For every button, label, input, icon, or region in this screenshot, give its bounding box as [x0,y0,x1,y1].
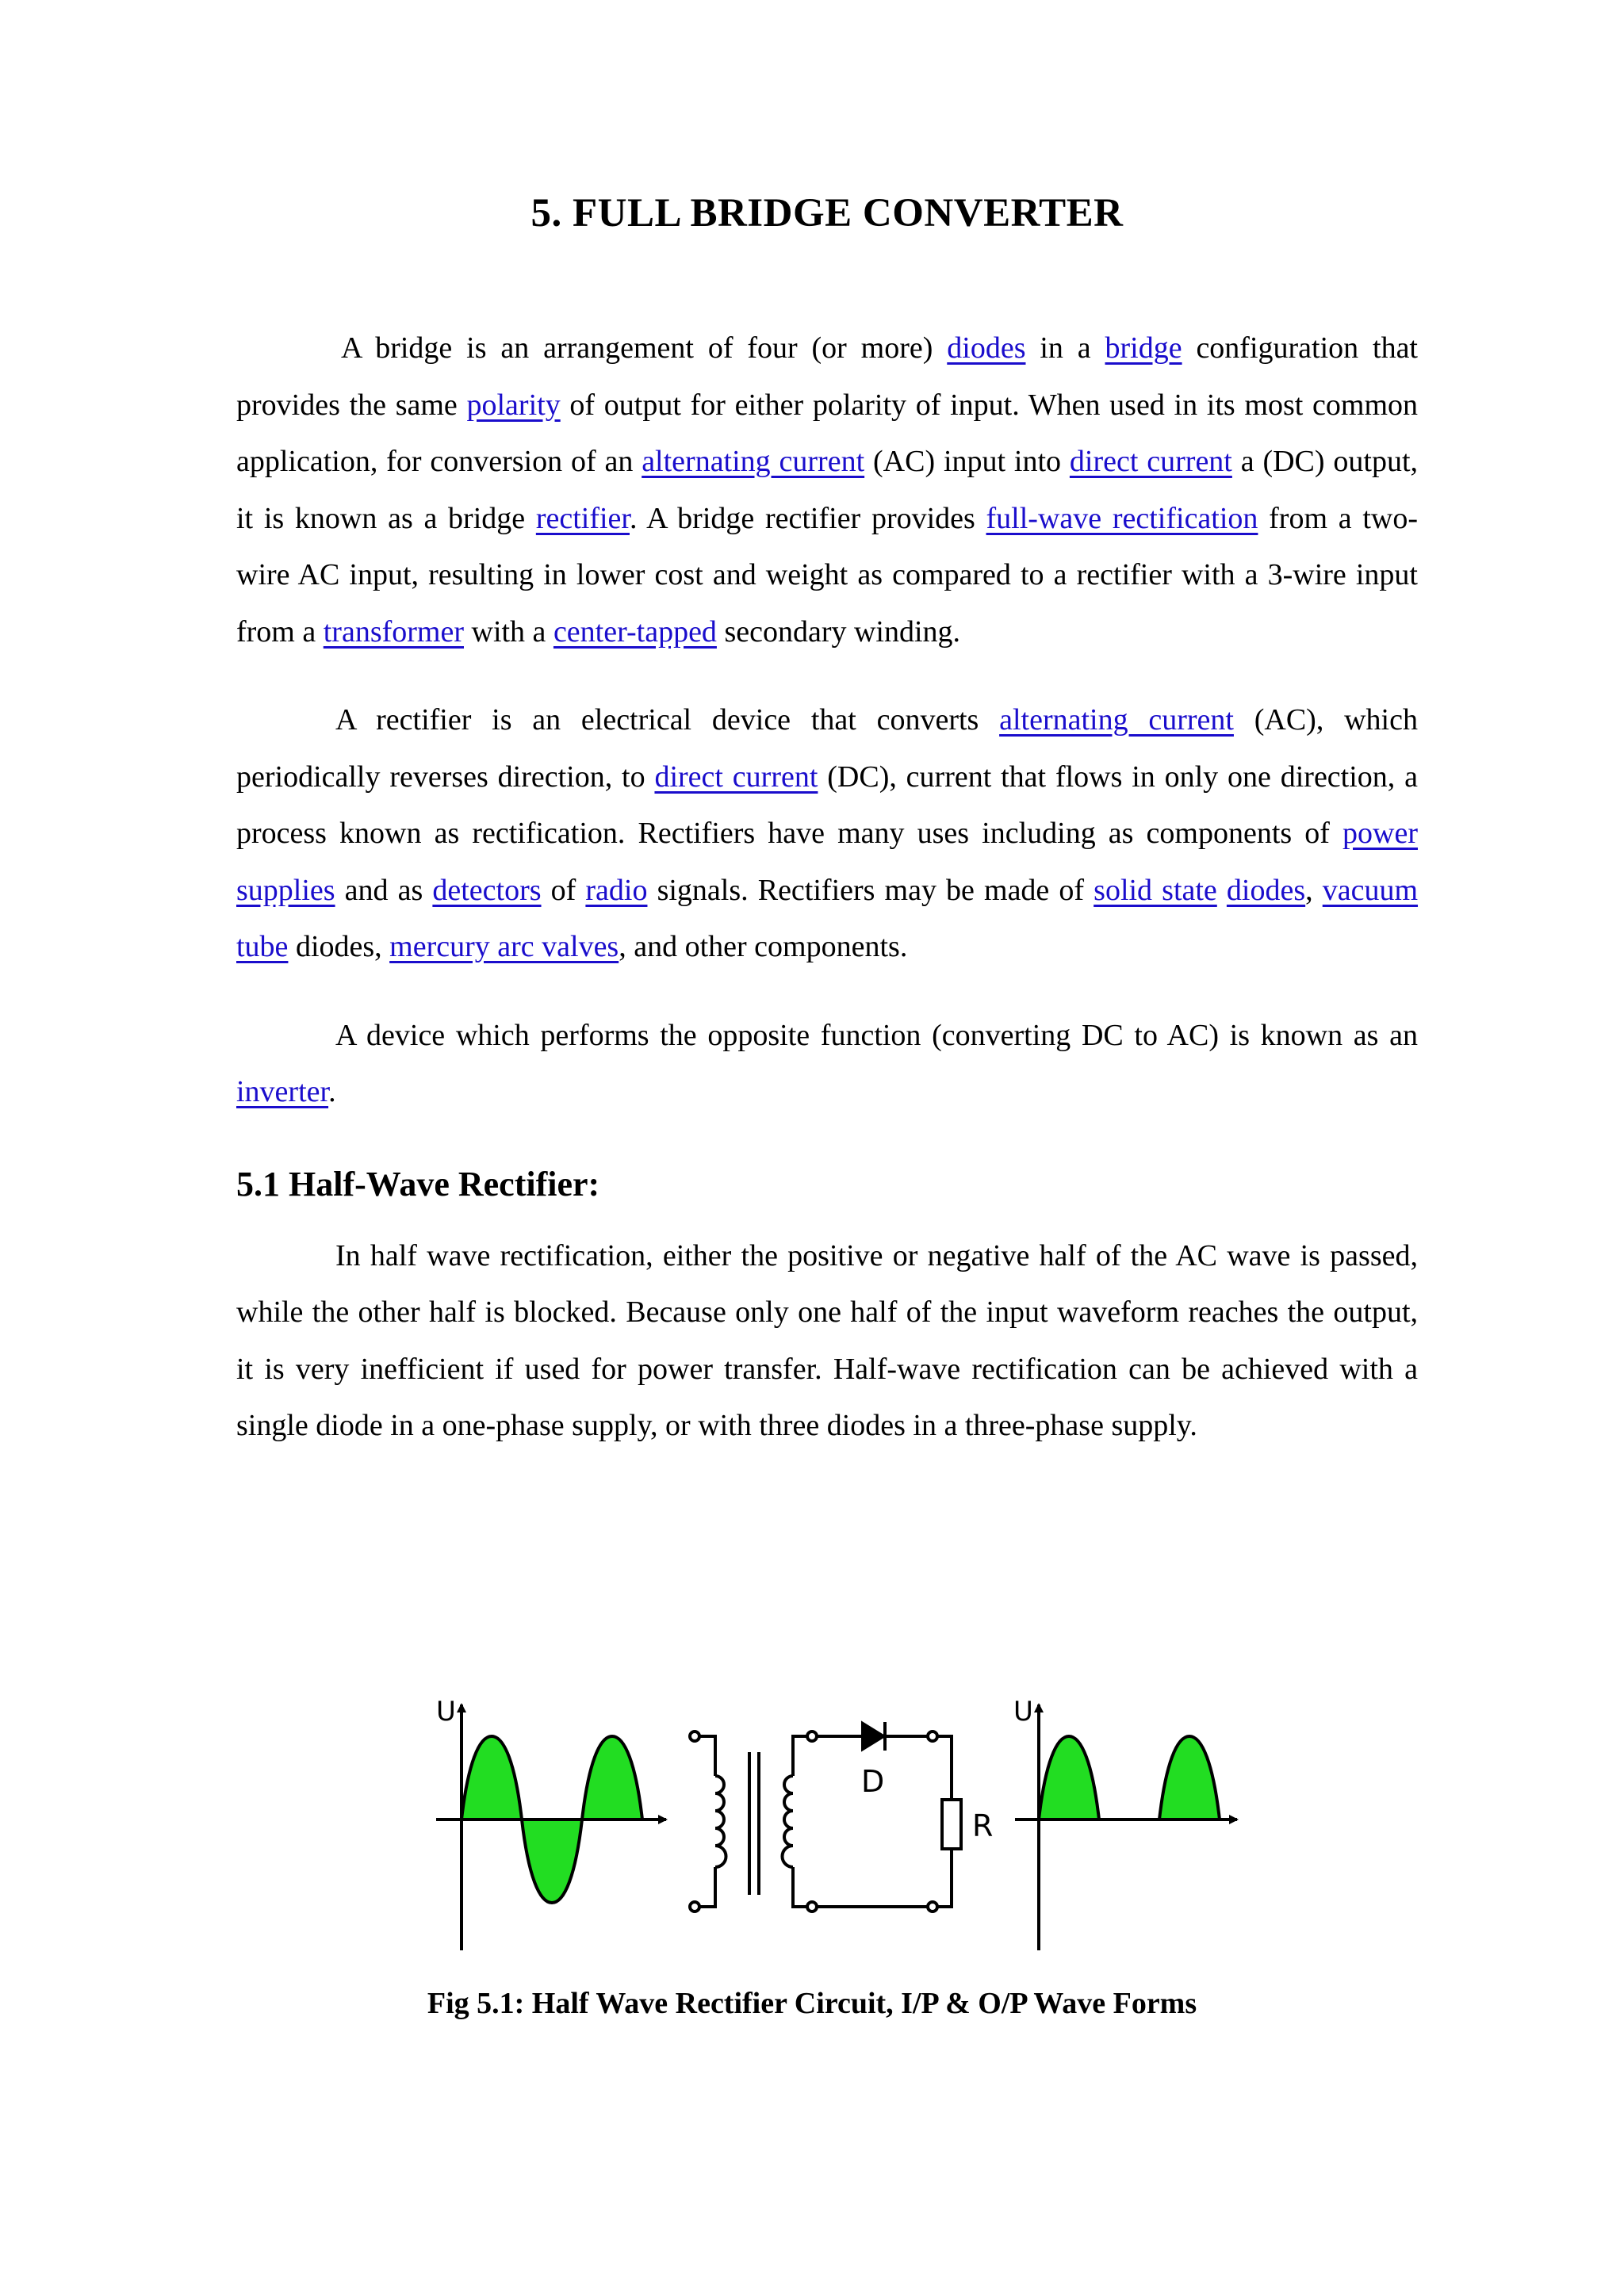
text-span: (AC) input into [864,445,1070,478]
diode-symbol [863,1722,885,1751]
text-span: (DC), current that flows in only one direction, a process known as rectification. Rectifiers have many uses including as components of [236,760,1418,850]
link-polarity[interactable]: polarity [466,388,561,422]
output-axis-label: U [1013,1696,1033,1728]
link-transformer[interactable]: transformer [323,614,464,649]
primary-lead-bottom [699,1867,715,1907]
intro-paragraph-2 [236,692,1418,976]
terminal-top-mid [807,1732,817,1741]
resistor-label: R [972,1808,994,1843]
secondary-lead-top [793,1736,807,1776]
diode-label: D [861,1764,885,1799]
text-span: signals. Rectifiers may be made of [647,873,1094,907]
link-direct-current[interactable]: direct current [1069,445,1232,478]
text-span: secondary winding. [716,614,961,649]
link-rectifier[interactable]: rectifier [535,501,630,535]
input-axis-label: U [436,1696,456,1728]
input-waveform [436,1696,666,1950]
link-diodes[interactable]: diodes [947,331,1026,365]
terminal-bottom-left [690,1902,699,1911]
secondary-coil [782,1776,793,1867]
output-half-wave-2 [1159,1736,1220,1820]
section-body-paragraph: In half wave rectification, either the positive or negative half of the AC wave is passed, while the other half is blocked. Because only one half of the input waveform reaches the output, it is very inefficient if used for power transfer. Half-wave rectification can be achieved with a single diode in a one-phase supply, or with three diodes in a three-phase supply. [236,1238,1418,1442]
chapter-title: 5. FULL BRIDGE CONVERTER [530,191,1124,235]
link-vacuum-tube[interactable]: vacuum tube [236,873,1419,963]
link-bridge[interactable]: bridge [1105,331,1182,365]
link-mercury-arc-valves[interactable]: mercury arc valves [389,930,619,963]
link-direct-current[interactable]: direct current [654,760,818,794]
wire-right-top [937,1736,952,1800]
diode-triangle [863,1724,883,1749]
resistor-symbol [942,1800,961,1849]
intro-paragraph-1 [236,320,1418,660]
half-wave-rectifier-figure [428,1689,1241,1958]
rectifier-circuit [807,1722,993,1911]
secondary-lead-bottom [793,1867,807,1907]
text-span: . A bridge rectifier provides [629,501,986,535]
input-wave-positive-2 [582,1736,642,1820]
terminal-top-left [690,1732,699,1741]
link-power-supplies[interactable]: power supplies [236,817,1418,907]
link-radio[interactable]: radio [585,873,648,907]
link-solid-state[interactable]: solid state [1094,873,1217,907]
page-content [236,190,1418,1487]
text-span: , [1305,873,1323,907]
terminal-bottom-right [928,1902,937,1911]
text-span: , and other components. [619,930,908,963]
link-inverter[interactable]: inverter [236,1075,329,1108]
terminal-bottom-mid [807,1902,817,1911]
text-span: with a [464,614,553,649]
output-waveform [1013,1696,1237,1950]
text-span: A bridge is an arrangement of four (or more) [341,331,948,365]
input-wave-negative [522,1820,582,1903]
text-span: A rectifier is an electrical device that converts [335,703,1000,737]
rectifier-diagram [428,1689,1241,1958]
link-alternating-current[interactable]: alternating current [642,445,865,478]
text-span [1217,874,1227,907]
text-span: of output for either polarity of input. When used in its most common application, for conversion of an [236,388,1418,478]
primary-lead-top [699,1736,715,1776]
text-span: of [541,873,586,907]
intro-paragraph-3 [236,1008,1418,1121]
section-heading: 5.1 Half-Wave Rectifier: [236,1164,600,1203]
text-span: A device which performs the opposite function (converting DC to AC) is known as an [335,1018,1418,1052]
link-diodes[interactable]: diodes [1226,873,1306,907]
primary-coil [715,1776,726,1867]
link-detectors[interactable]: detectors [432,873,542,907]
output-half-wave-1 [1039,1736,1099,1820]
link-full-wave-rectification[interactable]: full-wave rectification [986,501,1258,535]
link-center-tapped[interactable]: center-tapped [553,614,717,649]
text-span: diodes, [288,930,390,963]
figure-caption: Fig 5.1: Half Wave Rectifier Circuit, I/P & O/P Wave Forms [427,1987,1197,2020]
text-span: configuration that provides the same [236,331,1418,422]
link-alternating-current[interactable]: alternating current [999,703,1234,737]
text-span: in a [1025,331,1105,365]
text-span: and as [335,873,433,907]
input-wave-positive-1 [462,1736,522,1820]
text-span: (AC), which periodically reverses direction, to [236,703,1418,794]
text-span: . [328,1075,336,1108]
wire-right-bottom [937,1849,952,1907]
terminal-top-right [928,1732,937,1741]
transformer [690,1732,807,1911]
text-span: from a two-wire AC input, resulting in lower cost and weight as compared to a rectifier with a 3-wire input from a [236,501,1418,649]
text-span: a (DC) output, it is known as a bridge [236,445,1419,535]
